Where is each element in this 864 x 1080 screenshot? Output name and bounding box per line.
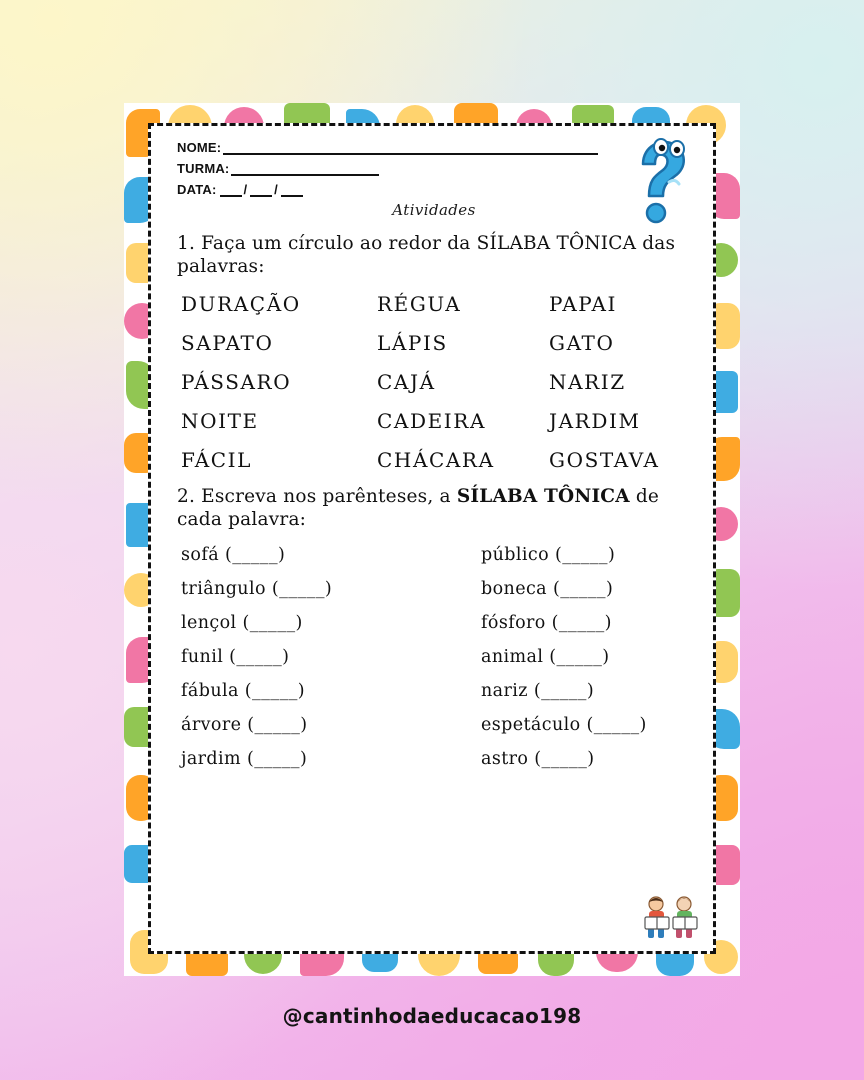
- class-field-row[interactable]: [177, 161, 691, 176]
- name-input-rule[interactable]: [223, 142, 598, 155]
- word-item[interactable]: CHÁCARA: [377, 448, 495, 473]
- question-2-prompt-prefix: 2. Escreva nos parênteses, a: [177, 486, 457, 508]
- paren-item[interactable]: jardim (_____): [181, 749, 308, 770]
- word-item[interactable]: NARIZ: [549, 370, 626, 395]
- paren-item[interactable]: árvore (_____): [181, 715, 308, 736]
- question-1-block: [177, 233, 691, 472]
- paren-item[interactable]: fábula (_____): [181, 681, 305, 702]
- date-input-slots[interactable]: [220, 182, 303, 197]
- question-2-prompt-bold: SÍLABA TÔNICA: [456, 486, 630, 508]
- paren-item[interactable]: fósforo (_____): [481, 613, 612, 634]
- paren-item[interactable]: sofá (_____): [181, 545, 286, 566]
- name-field-row[interactable]: [177, 140, 691, 155]
- word-item[interactable]: JARDIM: [549, 409, 641, 434]
- question-mark-icon: [629, 134, 699, 226]
- worksheet-sheet: [124, 103, 740, 976]
- worksheet-content: [151, 126, 713, 951]
- date-year-slot[interactable]: [281, 184, 303, 197]
- date-field-row[interactable]: [177, 182, 691, 197]
- paren-item[interactable]: animal (_____): [481, 647, 610, 668]
- paren-item[interactable]: astro (_____): [481, 749, 595, 770]
- class-input-rule[interactable]: [231, 163, 379, 176]
- date-separator-2: /: [274, 182, 279, 197]
- paren-item[interactable]: boneca (_____): [481, 579, 614, 600]
- worksheet-dashed-frame: [148, 123, 716, 954]
- name-label: NOME:: [177, 140, 222, 155]
- question-2-block: [177, 486, 691, 769]
- worksheet-subtitle: Atividades: [392, 201, 476, 219]
- date-day-slot[interactable]: [220, 184, 242, 197]
- date-label: DATA:: [177, 182, 217, 197]
- paren-item[interactable]: espetáculo (_____): [481, 715, 647, 736]
- date-month-slot[interactable]: [250, 184, 272, 197]
- question-2-prompt: [177, 486, 691, 531]
- word-item[interactable]: GOSTAVA: [549, 448, 660, 473]
- paren-item[interactable]: público (_____): [481, 545, 616, 566]
- date-separator-1: /: [243, 182, 249, 197]
- word-item[interactable]: DURAÇÃO: [181, 292, 301, 317]
- word-item[interactable]: LÁPIS: [377, 331, 448, 356]
- paren-item[interactable]: funil (_____): [181, 647, 290, 668]
- paren-item[interactable]: lençol (_____): [181, 613, 303, 634]
- word-item[interactable]: RÉGUA: [377, 292, 462, 317]
- word-item[interactable]: CAJÁ: [377, 370, 436, 395]
- paren-item[interactable]: nariz (_____): [481, 681, 595, 702]
- word-item[interactable]: CADEIRA: [377, 409, 486, 434]
- question-2-prompt-suffix: de cada palavra:: [177, 486, 660, 530]
- word-item[interactable]: PAPAI: [549, 292, 618, 317]
- word-item[interactable]: PÁSSARO: [181, 370, 292, 395]
- question-1-word-grid: [181, 292, 691, 472]
- class-label: TURMA:: [177, 161, 230, 176]
- word-item[interactable]: FÁCIL: [181, 448, 253, 473]
- word-item[interactable]: NOITE: [181, 409, 259, 434]
- question-2-item-grid: [181, 545, 691, 769]
- paren-item[interactable]: triângulo (_____): [181, 579, 333, 600]
- word-item[interactable]: GATO: [549, 331, 615, 356]
- word-item[interactable]: SAPATO: [181, 331, 274, 356]
- kids-reading-icon: [639, 893, 701, 943]
- account-handle-caption: @cantinhodaeducacao198: [282, 1004, 582, 1028]
- question-1-prompt: 1. Faça um círculo ao redor da SÍLABA TÔNICA das palavras:: [177, 233, 676, 277]
